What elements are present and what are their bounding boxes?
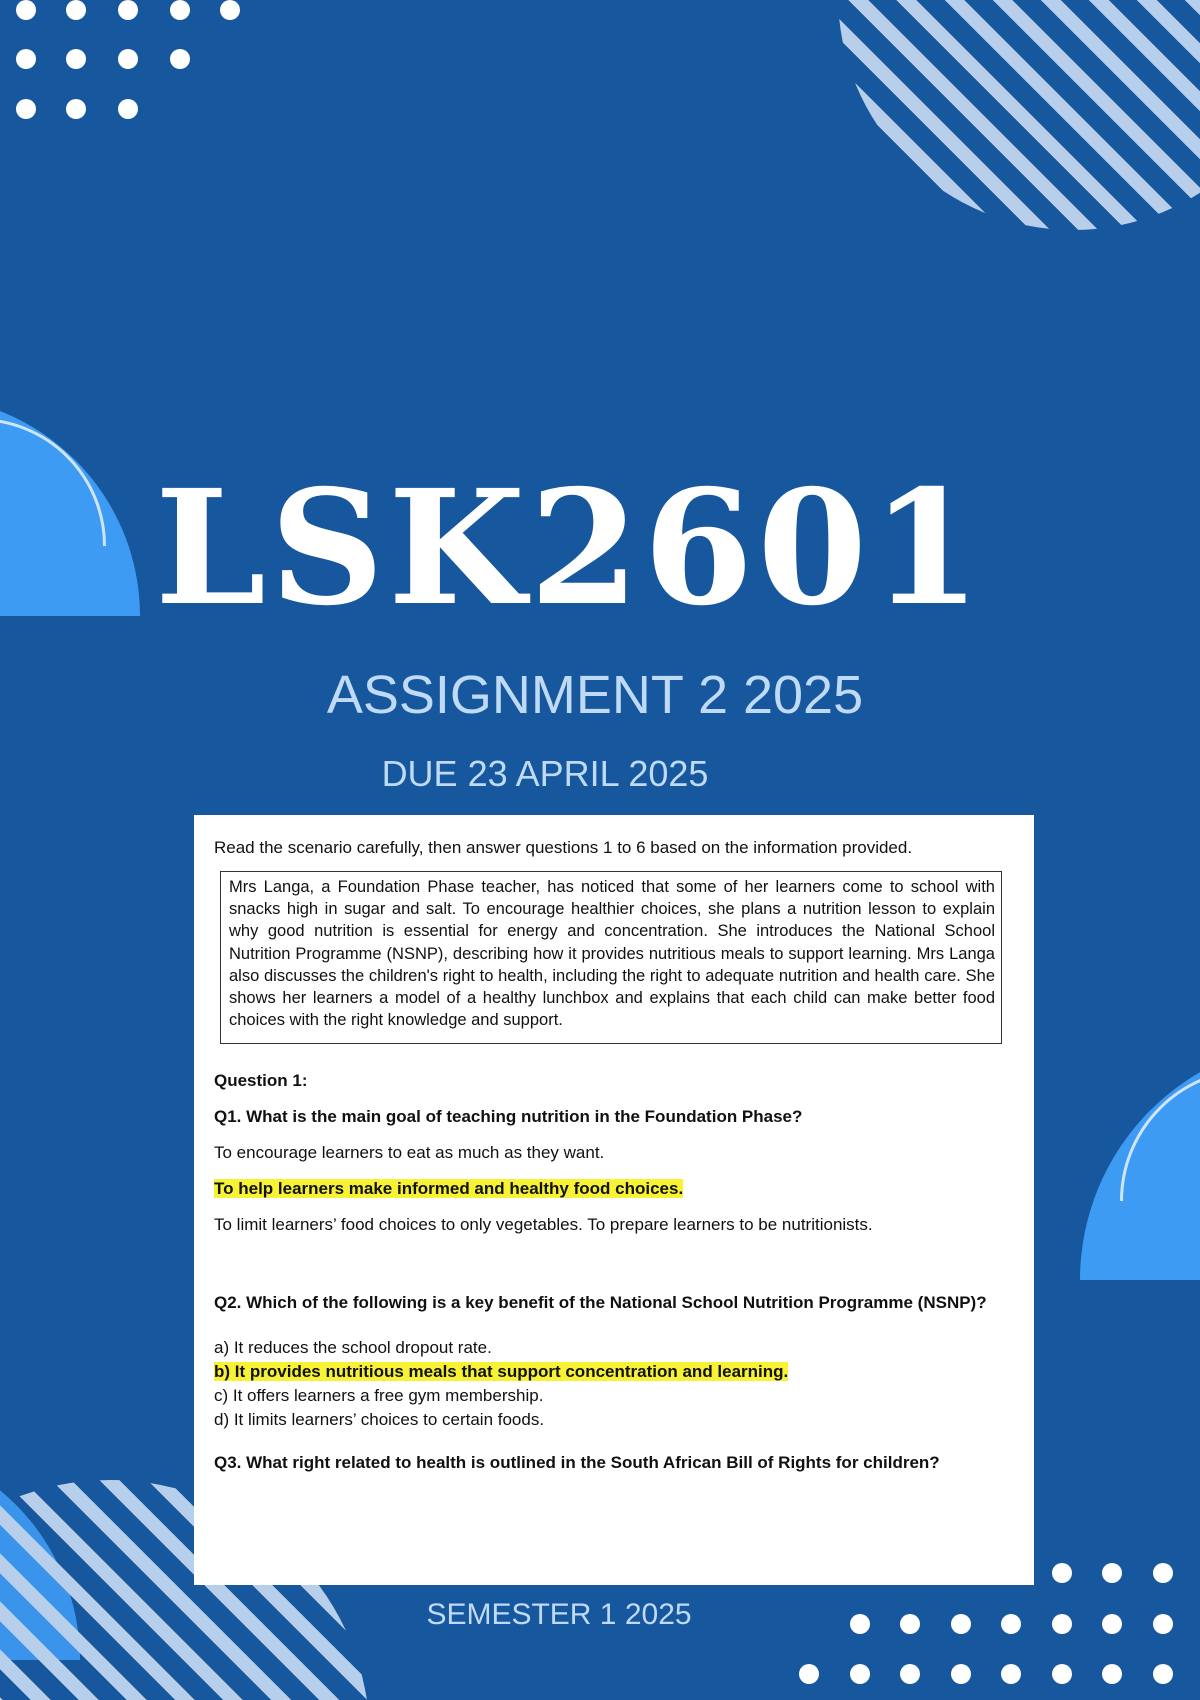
dot	[16, 0, 36, 20]
dot	[1102, 1563, 1122, 1583]
q2-answer-highlight: b) It provides nutritious meals that support concentration and learning.	[214, 1362, 789, 1382]
dot	[220, 0, 240, 20]
q2-option-c: c) It offers learners a free gym membership.	[214, 1386, 544, 1406]
dot	[1052, 1664, 1072, 1684]
dot	[118, 49, 138, 69]
q1-option-1: To encourage learners to eat as much as they want.	[214, 1143, 605, 1163]
dot	[66, 99, 86, 119]
dot	[1052, 1563, 1072, 1583]
q2-option-d: d) It limits learners’ choices to certain foods.	[214, 1410, 545, 1430]
q3-text: Q3. What right related to health is outlined in the South African Bill of Rights for children?	[214, 1453, 940, 1473]
dot	[66, 0, 86, 20]
q2-option-b	[214, 1360, 1002, 1384]
striped-circle-decoration-top-right	[838, 0, 1200, 230]
document-preview	[194, 815, 1034, 1585]
dot	[1102, 1664, 1122, 1684]
q1-text: Q1. What is the main goal of teaching nutrition in the Foundation Phase?	[214, 1107, 803, 1127]
dot	[1153, 1614, 1173, 1634]
q2-text: Q2. Which of the following is a key benefit of the National School Nutrition Programme (NSNP)?	[214, 1293, 987, 1313]
q1-answer-highlight: To help learners make informed and healthy food choices.	[214, 1179, 684, 1199]
question-1-heading: Question 1:	[214, 1071, 308, 1091]
dot	[170, 0, 190, 20]
due-date: DUE 23 APRIL 2025	[381, 753, 709, 794]
q1-option-2	[214, 1178, 1002, 1200]
dot	[1153, 1563, 1173, 1583]
assignment-title: ASSIGNMENT 2 2025	[326, 665, 864, 725]
intro-text: Read the scenario carefully, then answer questions 1 to 6 based on the information provided.	[214, 838, 913, 857]
q2-options	[214, 1336, 1002, 1432]
dot	[16, 49, 36, 69]
q1-option-3: To limit learners’ food choices to only vegetables. To prepare learners to be nutritionists.	[214, 1215, 873, 1235]
course-code-title: LSK2601	[154, 456, 986, 641]
dot	[951, 1664, 971, 1684]
dot	[170, 49, 190, 69]
dot	[118, 0, 138, 20]
dot	[1001, 1664, 1021, 1684]
scenario-box: Mrs Langa, a Foundation Phase teacher, has noticed that some of her learners come to school with snacks high in sugar and salt. To encourage healthier choices, she plans a nutrition lesson to explain why good nutrition is essential for energy and concentration. She introduces the National School Nutrition Programme (NSNP), describing how it provides nutritious meals to support learning. Mrs Langa also discusses the children's right to health, including the right to adequate nutrition and health care. She shows her learners a model of a healthy lunchbox and explains that each child can make better food choices with the right knowledge and support.	[220, 871, 1002, 1044]
dot	[66, 49, 86, 69]
dot	[118, 99, 138, 119]
dot	[16, 99, 36, 119]
dot	[900, 1664, 920, 1684]
dot	[1153, 1664, 1173, 1684]
dot	[850, 1664, 870, 1684]
semester-label: SEMESTER 1 2025	[426, 1598, 692, 1631]
dot	[799, 1664, 819, 1684]
q2-option-a: a) It reduces the school dropout rate.	[214, 1338, 492, 1358]
